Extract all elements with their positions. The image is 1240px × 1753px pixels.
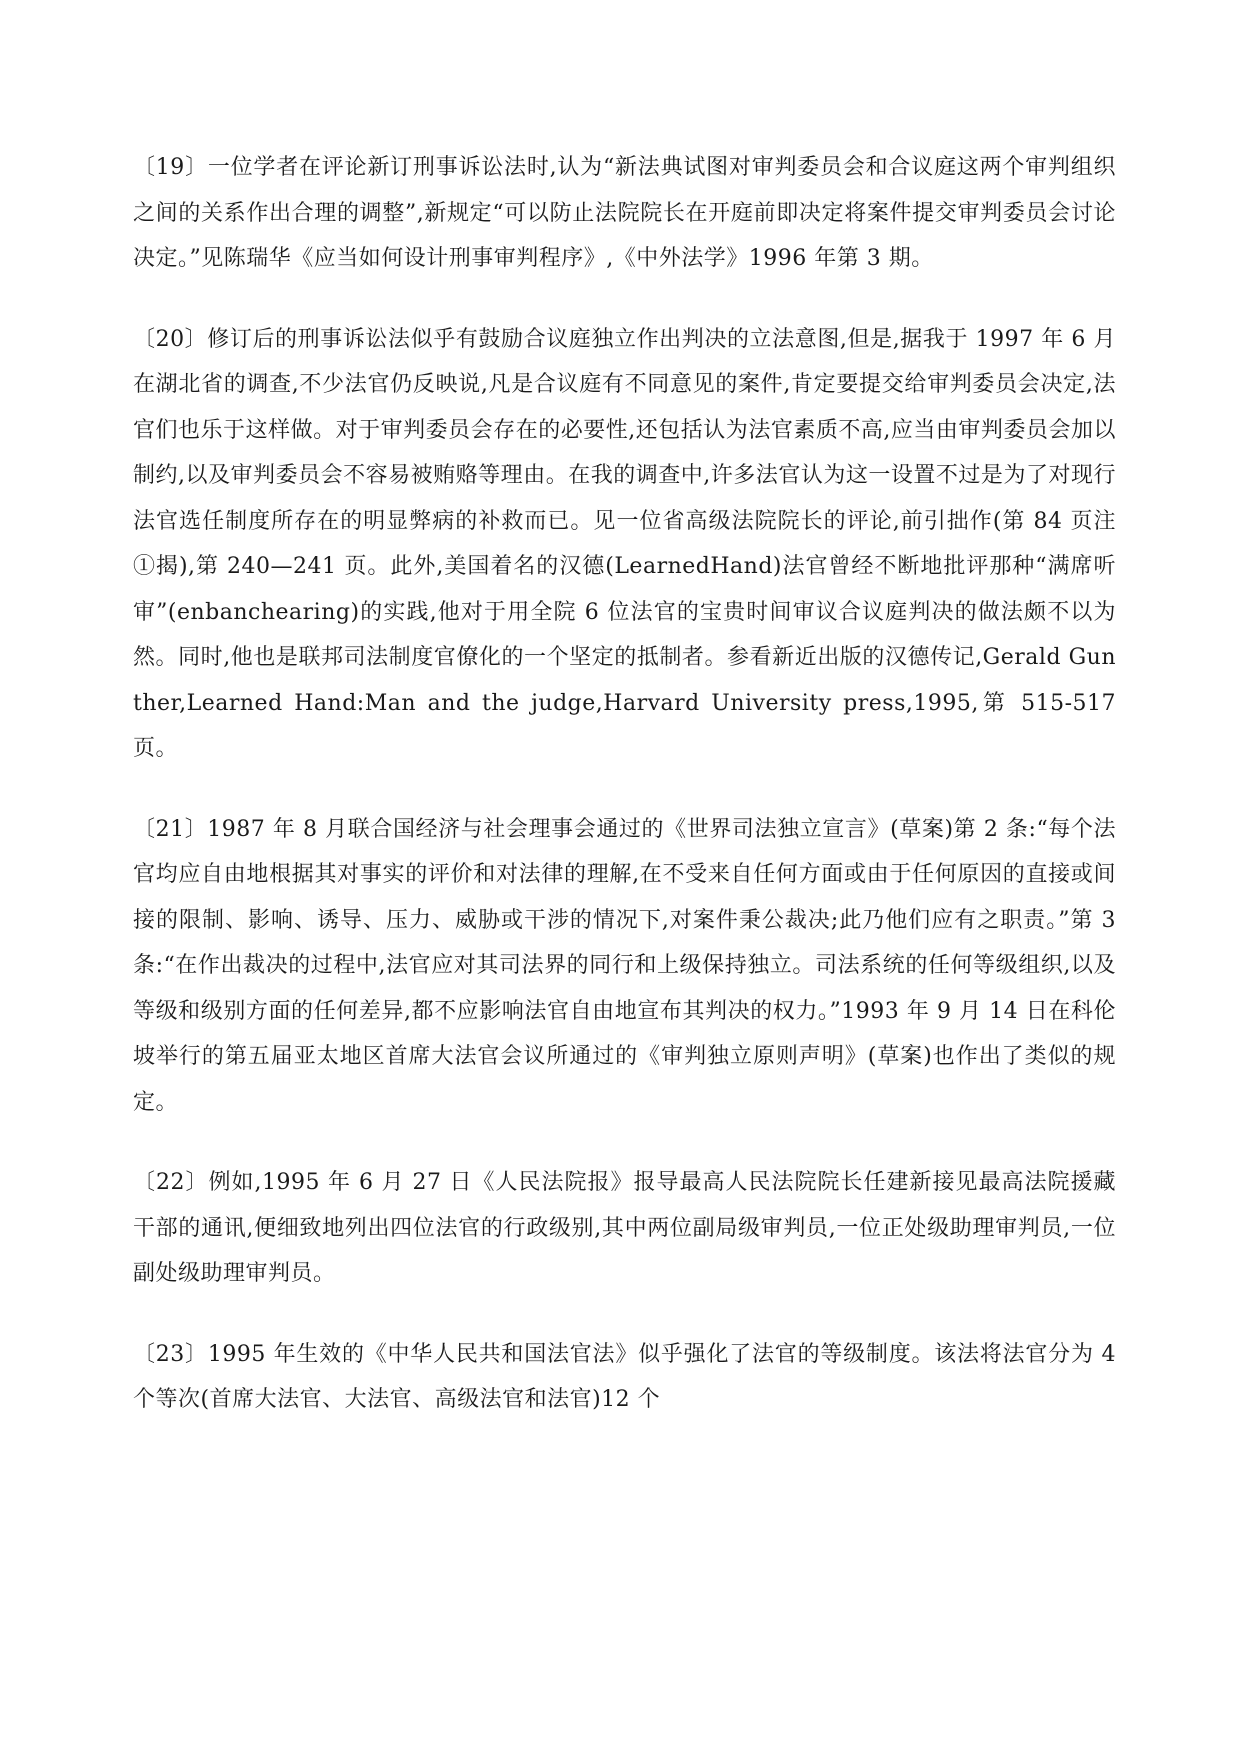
footnote-23: 〔23〕1995 年生效的《中华人民共和国法官法》似乎强化了法官的等级制度。该法将法官分为 4 个等次(首席大法官、大法官、高级法官和法官)12 个 [133,1341,1116,1412]
footnote-21: 〔21〕1987 年 8 月联合国经济与社会理事会通过的《世界司法独立宣言》(草案)第 2 条:“每个法官均应自由地根据其对事实的评价和对法律的理解,在不受来自任何方面或由于任何原因的直接或间接的限制、影响、诱导、压力、威胁或干涉的情况下,对案件秉公裁决;此乃他们应有之职责。”第 3 条:“在作出裁决的过程中,法官应对其司法界的同行和上级保持独立。司法系统的任何等级组织,以及等级和级别方面的任何差异,都不应影响法官自由地宣布其判决的权力。”1993 年 9 月 14 日在科伦坡举行的第五届亚太地区首席大法官会议所通过的《审判独立原则声明》(草案)也作出了类似的规定。 [133,816,1116,1115]
footnote-20: 〔20〕修订后的刑事诉讼法似乎有鼓励合议庭独立作出判决的立法意图,但是,据我于 1997 年 6 月在湖北省的调查,不少法官仍反映说,凡是合议庭有不同意见的案件,肯定要提交给审判委员会决定,法官们也乐于这样做。对于审判委员会存在的必要性,还包括认为法官素质不高,应当由审判委员会加以制约,以及审判委员会不容易被贿赂等理由。在我的调查中,许多法官认为这一设置不过是为了对现行法官选任制度所存在的明显弊病的补救而已。见一位省高级法院院长的评论,前引拙作(第 84 页注①揭),第 240—241 页。此外,美国着名的汉德(LearnedHand)法官曾经不断地批评那种“满席听审”(enbanchearing)的实践,他对于用全院 6 位法官的宝贵时间审议合议庭判决的做法颇不以为然。同时,他也是联邦司法制度官僚化的一个坚定的抵制者。参看新近出版的汉德传记,Gerald Gunther,Learned Hand:Man and the judge,Harvard University press,1995,第 515-517 页。 [133,326,1116,761]
footnote-22: 〔22〕例如,1995 年 6 月 27 日《人民法院报》报导最高人民法院院长任建新接见最高法院援藏干部的通讯,便细致地列出四位法官的行政级别,其中两位副局级审判员,一位正处级助理审判员,一位副处级助理审判员。 [133,1170,1116,1286]
footnote-19: 〔19〕一位学者在评论新订刑事诉讼法时,认为“新法典试图对审判委员会和合议庭这两个审判组织之间的关系作出合理的调整”,新规定“可以防止法院院长在开庭前即决定将案件提交审判委员会讨论决定。”见陈瑞华《应当如何设计刑事审判程序》,《中外法学》1996 年第 3 期。 [133,155,1116,271]
document-page [133,145,1116,1423]
